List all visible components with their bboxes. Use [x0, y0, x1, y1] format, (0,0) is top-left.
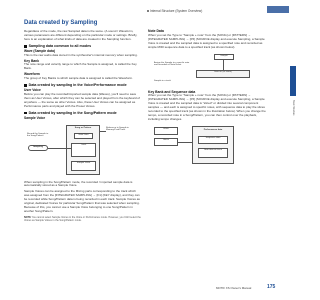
- samplevoice-box: Sample Voice: [71, 161, 96, 171]
- keybank-diagram: [148, 124, 268, 168]
- footnote-text: You cannot select Sample Voices in the Voice or Performance mode. However, you CAN select the Voices as Sample Voices in the Song/Pattern mode.: [24, 215, 141, 222]
- section-song-label: Data created by sampling in the Song/Pattern mode: [28, 110, 117, 115]
- sampling-arrow-line: [48, 148, 71, 149]
- footnote: [24, 216, 141, 222]
- uservoice-body: Before you can play the recorded/imported sample data (Waves), you'll need to save them as User Voices, after which they can be selected and played from the keyboard of anywhere — the same as other Voices. Also, these User Voices can be assigned as Performance parts and played with the Preset Voices.: [24, 91, 140, 108]
- section-song-heading: [24, 111, 141, 116]
- left-column: [24, 30, 141, 222]
- track-box: Track: [71, 143, 96, 157]
- assign-label: Assign the Sample to a specific note and recorded as Note Event: [154, 61, 190, 67]
- section-bullet-icon: [24, 112, 27, 115]
- page-title: Data created by Sampling: [24, 20, 98, 26]
- sample-box: Sample: [214, 54, 234, 60]
- section-common-heading: [24, 44, 141, 49]
- note-tag: NOTE: [24, 215, 31, 219]
- wave-subhead: Wave (Sample data): [24, 48, 56, 53]
- note-box: Note Data: [74, 133, 93, 139]
- wave-box: Wave: [154, 127, 178, 135]
- section-user-label: Data created by sampling in the Voice/Performance mode: [28, 83, 127, 88]
- note-data-body: When you set the Type to "Sample + note" from the [SONG] or [PATTERN] → [INTEGRATED SAMPLING] → [F5] (SOURCE display and execute Sampling, a Sample Voice is created and the sampled data is assigned to a specified note and recorded as simple MIDI sequence data to a specified track (as shown below).: [148, 32, 265, 49]
- samplevoice-body-2: Sample Voices can be assigned to the Mixing parts corresponding to the track which was assigned from the [INTEGRATED SAMPLING] → [F1] (KEY display), and they can be recorded while Song/Pattern data is being recorded in each track. Sample Voices as original, dedicated Voices for particular Song/Pattern that was selected when sampling. Because of this, you cannot use a Sample Voice belonging to one Song/Pattern in another Song/Pattern.: [24, 189, 140, 213]
- sample-voice-diagram: [24, 123, 141, 178]
- slices-arrow-line: [178, 142, 192, 143]
- keybank-body: The note range and velocity range to which the Sample is assigned, is called the Key Bank.: [24, 62, 137, 71]
- assign-arrow-line: [223, 60, 224, 70]
- sequence-box: Sequence data: [198, 136, 228, 144]
- slices-box: Slices: [154, 138, 178, 146]
- section-bullet-icon: [24, 84, 27, 87]
- wave-body: This is the raw audio data stored in the synthesizer's internal memory when sampling.: [24, 52, 138, 57]
- performance-label: Performance data: [203, 128, 223, 131]
- reference-line: [100, 131, 106, 132]
- waveform-subhead: Waveform: [24, 72, 40, 77]
- record-label: Record the Sample to the Song/Pattern: [27, 132, 49, 138]
- side-section-label: Basic Structure: [292, 100, 294, 116]
- note-data-box: Note data on track: [198, 148, 228, 158]
- header-color-tab: [267, 6, 289, 13]
- intro-paragraph: Regardless of the mode, the raw Sampled data is the same. (A sound / Waveform, various parameters are different depending on the particular mode or settings. Briefly, here is an explanation of what kinds of data are created in the Sampling function.: [24, 29, 138, 41]
- header-bullet: [147, 10, 149, 12]
- keybank-title: Key Bank and Sequence data: [148, 89, 196, 94]
- section-bullet-icon: [24, 45, 27, 48]
- manual-footer: MOTIF XS Owner's Manual: [216, 286, 252, 290]
- sample-on-track-label: Sample in a track: [154, 79, 171, 82]
- waveform-body: The group of Key Banks to which sample data is assigned is called the Waveform.: [24, 76, 133, 81]
- keybank-body-text: When you set the Type to "Sample + note" from the [SONG] or [PATTERN] → [INTEGRATED SAMPLING] → [F5] (SOURCE display and execute Sampling, a Sample Voice is created and the sampled data is "sliced" or divided into several component samples — and each is assigned to specific notes, with sequence data to play the slices recorded to the specified track (as shown in the illustration below). When you change the tempo, a recorded note in a Song/Pattern, you can then control over the playback, including tempo changes.: [148, 93, 266, 121]
- section-common-label: Sampling data common to all modes: [28, 43, 92, 48]
- uservoice-subhead: User Voice: [24, 88, 41, 93]
- note-event-box: Note on (or event): [196, 70, 250, 78]
- note-data-diagram: [148, 52, 268, 88]
- right-column: [148, 30, 268, 170]
- section-user-heading: [24, 83, 141, 88]
- chapter-header: Internal Structure (System Overview): [150, 9, 203, 13]
- sampling-box: Sampling: [28, 145, 48, 151]
- song-pattern-label: Song or Pattern: [74, 126, 92, 129]
- samplevoice-subhead: Sample Voice: [24, 115, 46, 120]
- note-data-title: Note Data: [148, 29, 164, 33]
- reference-label: Reference to Sample in Memory/Card/Track: [106, 126, 129, 132]
- samplevoice-body-1: When sampling in the Song/Pattern mode, the recorded / imported sample data is automatically stored as a Sample Voice.: [24, 179, 133, 188]
- keybank-subhead: Key Bank: [24, 58, 40, 63]
- performance-box: [192, 126, 234, 164]
- page-number: 175: [267, 284, 276, 290]
- side-section-tab: [290, 66, 296, 96]
